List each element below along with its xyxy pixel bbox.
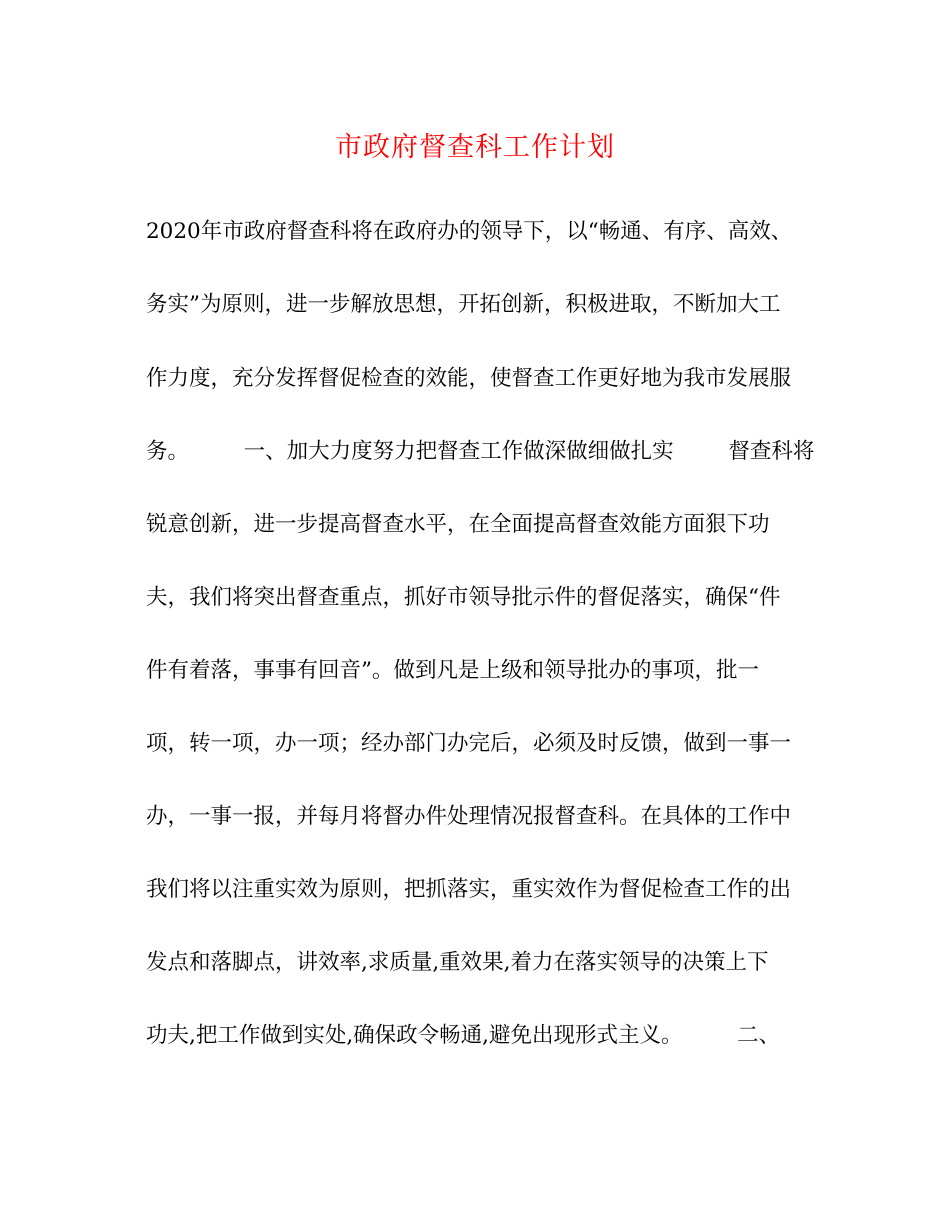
body-line: 项，转一项，办一项；经办部门办完后，必须及时反馈，做到一事一	[146, 731, 792, 756]
body-line: 锐意创新，进一步提高督查水平，在全面提高督查效能方面狠下功	[146, 512, 770, 537]
body-line: 发点和落脚点，讲效率,求质量,重效果,着力在落实领导的决策上下	[146, 950, 769, 975]
body-line: 我们将以注重实效为原则，把抓落实，重实效作为督促检查工作的出	[146, 877, 792, 902]
body-line: 作力度，充分发挥督促检查的效能，使督查工作更好地为我市发展服	[146, 366, 792, 391]
body-line: 2020年市政府督查科将在政府办的领导下，以“畅通、有序、高效、	[146, 219, 793, 244]
body-line: 务实”为原则，进一步解放思想，开拓创新，积极进取，不断加大工	[146, 292, 781, 317]
body-line: 夫，我们将突出督查重点，抓好市领导批示件的督促落实，确保“件	[146, 585, 781, 610]
body-line: 办，一事一报，并每月将督办件处理情况报督查科。在具体的工作中	[146, 804, 792, 829]
body-line: 件有着落，事事有回音”。做到凡是上级和领导批办的事项，批一	[146, 658, 759, 683]
body-line: 功夫,把工作做到实处,确保政令畅通,避免出现形式主义。 二、	[146, 1023, 781, 1048]
body-line: 务。 一、加大力度努力把督查工作做深做细做扎实 督查科将	[146, 439, 815, 464]
document-title: 市政府督查科工作计划	[335, 132, 615, 163]
